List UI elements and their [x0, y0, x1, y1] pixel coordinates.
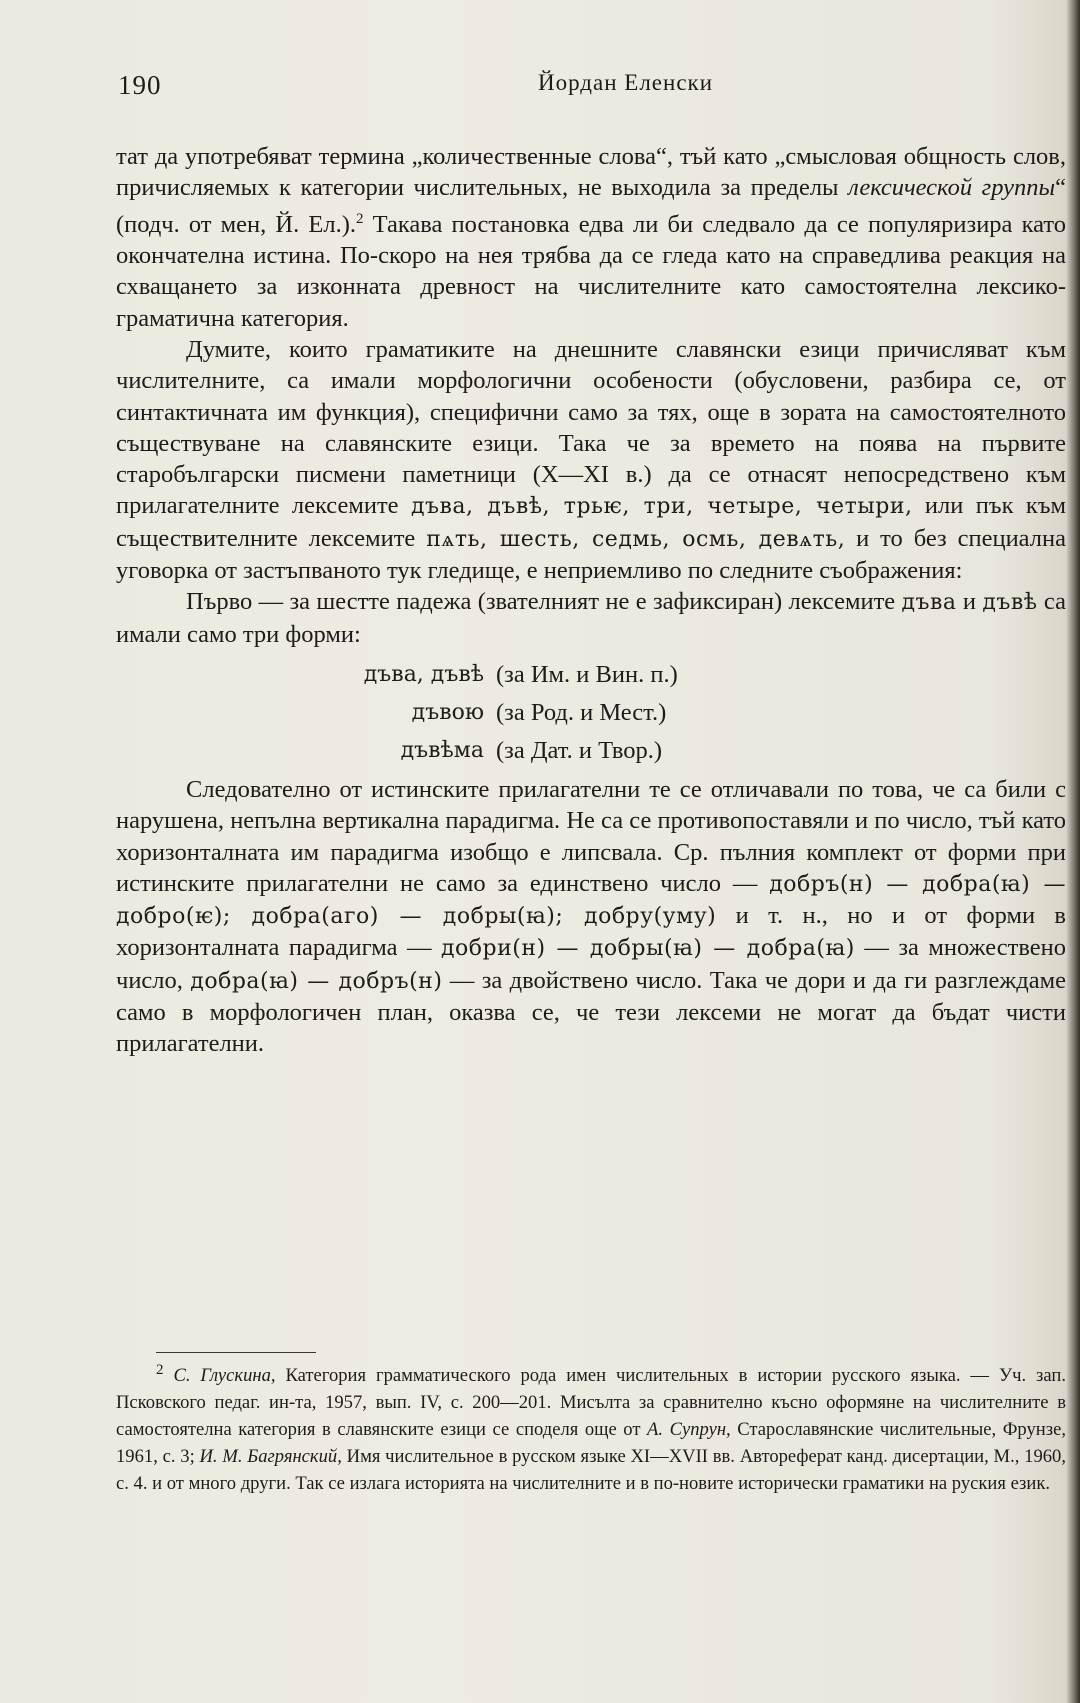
case-label: (за Им. и Вин. п.): [496, 661, 678, 689]
footnote-text: Категория грамматического рода имен числительных в истории русского языка. — Уч. зап. Псковского педаг. ин-та, 1957, вып. IV, с. 200—201. Мисълта за сравнително късно оформяне на числителните в самостоятелна категория в славянските езици се споделя още от: [116, 1365, 1067, 1441]
footnote-author: И. М. Багрянский,: [199, 1446, 342, 1468]
p1-italic: лексической группы: [848, 174, 1056, 202]
p1-text: тат да употребяват термина „количественные слова“, тъй като „смысловая общность слов, причисляемых к категории числительных, не выходила за пределы: [116, 143, 1066, 202]
p4-d: — за двойствено число. Така че дори и да ги разглеждаме само в морфологичен план, оказва се, че тези лексеми не могат да бъдат чисти прилагателни.: [116, 966, 1066, 1058]
footnotes: [116, 1357, 1066, 1497]
paragraph-1: [116, 141, 1066, 334]
paragraph-2: [116, 334, 1066, 586]
running-head: Йордан Еленски: [538, 70, 714, 95]
p2-oc-forms-2: пѧть, шесть, седмь, осмь, девѧть,: [426, 526, 846, 552]
p3-text: Първо — за шестте падежа (звателният не е зафиксиран) лексемите: [186, 588, 902, 616]
footnote-separator: [156, 1352, 316, 1353]
p2-mid: или пък към съществителните лексемите: [116, 492, 1066, 552]
p1-end: “ (подч. от мен, Й. Ел.).: [116, 174, 1067, 238]
p4-b: и т. н., но и от форми в хоризонталната парадигма —: [116, 902, 1067, 962]
case-label: (за Дат. и Твор.): [496, 737, 663, 765]
p2-text: Думите, които граматиките на днешните славянски езици причисляват към числителните, са имали морфологични особености (обусловени, разбира се, от синтактичната им функция), специфични само за тях, още в зората на самостоятелното съществуване на славянските езици. Така че за времето на поява на първите старобългарски писмени паметници (X—XI в.) да се отнасят непосредствено към прилагателните лексемите: [116, 335, 1066, 520]
p2-end: и то без специална уговорка от застъпваното тук гледище, е неприемливо по следните съображения:: [116, 524, 1066, 585]
case-label: (за Род. и Мест.): [496, 699, 667, 727]
p4-a: Следователно от истинските прилагателни те се отличавали по това, че са били с нарушена, непълна вертикална парадигма. Не са се противопоставяли и по число, тъй като хоризонталната им парадигма изобщо е липсвала. Ср. пълния комплект от форми при истинските прилагателни не само за единствено число —: [116, 775, 1066, 897]
p3-end: са имали само три форми:: [116, 588, 1066, 648]
p4-oc-forms-3: добра(ꙗ) — добръ(н): [190, 968, 443, 994]
footnote-text: Старославянские числительные, Фрунзе, 1961, с. 3;: [116, 1419, 1066, 1468]
p3-oc-form-1: дъва: [901, 590, 957, 616]
footnote-text: Имя числительное в русском языке XI—XVII вв. Автореферат канд. дисертации, М., 1960, с. 4. и от много други. Так се излага историята на числителните и в по-новите исторически граматики на руския език.: [116, 1446, 1066, 1495]
p4-c: — за множествено число,: [116, 934, 1066, 994]
p3-oc-form-2: дъвѣ: [982, 590, 1038, 616]
main-text: [116, 141, 1066, 1060]
page-number: 190: [118, 70, 162, 100]
p2-oc-forms-1: дъва, дъвѣ, трьѥ, три, четыре, четыри,: [410, 494, 913, 520]
paragraph-3: [116, 586, 1066, 650]
footnote-2: [116, 1357, 1066, 1497]
page-header: [118, 70, 1058, 110]
case-form-row: [116, 694, 1066, 732]
footnote-author: С. Глускина,: [173, 1365, 276, 1387]
case-form: дъвѣма: [400, 738, 484, 764]
footnote-marker: 2: [156, 1362, 164, 1378]
page-binding-shadow: [1066, 0, 1080, 1703]
footnote-author: А. Супрун,: [647, 1419, 731, 1441]
case-form-row: [116, 732, 1066, 770]
case-form: дъвою: [411, 700, 484, 726]
case-form: дъва, дъвѣ: [363, 662, 484, 688]
p4-oc-forms-2: добри(н) — добры(ꙗ) — добра(ꙗ): [441, 936, 855, 962]
p3-and: и: [956, 588, 983, 616]
p4-oc-forms-1: добръ(н) — добра(ꙗ) — добро(ѥ); добра(аго) — добры(ꙗ); добру(уму): [116, 871, 1066, 930]
case-forms-table: [116, 656, 1066, 770]
footnote-ref: 2: [356, 210, 364, 227]
case-form-row: [116, 656, 1066, 694]
p1-rest: Такава постановка едва ли би следвало да се популяризира като окончателна истина. По-скоро на нея трябва да се гледа като на справедлива реакция на схващането за изконната древност на числителните като самостоятелна лексико-граматична категория.: [116, 210, 1066, 332]
paragraph-4: [116, 774, 1066, 1060]
